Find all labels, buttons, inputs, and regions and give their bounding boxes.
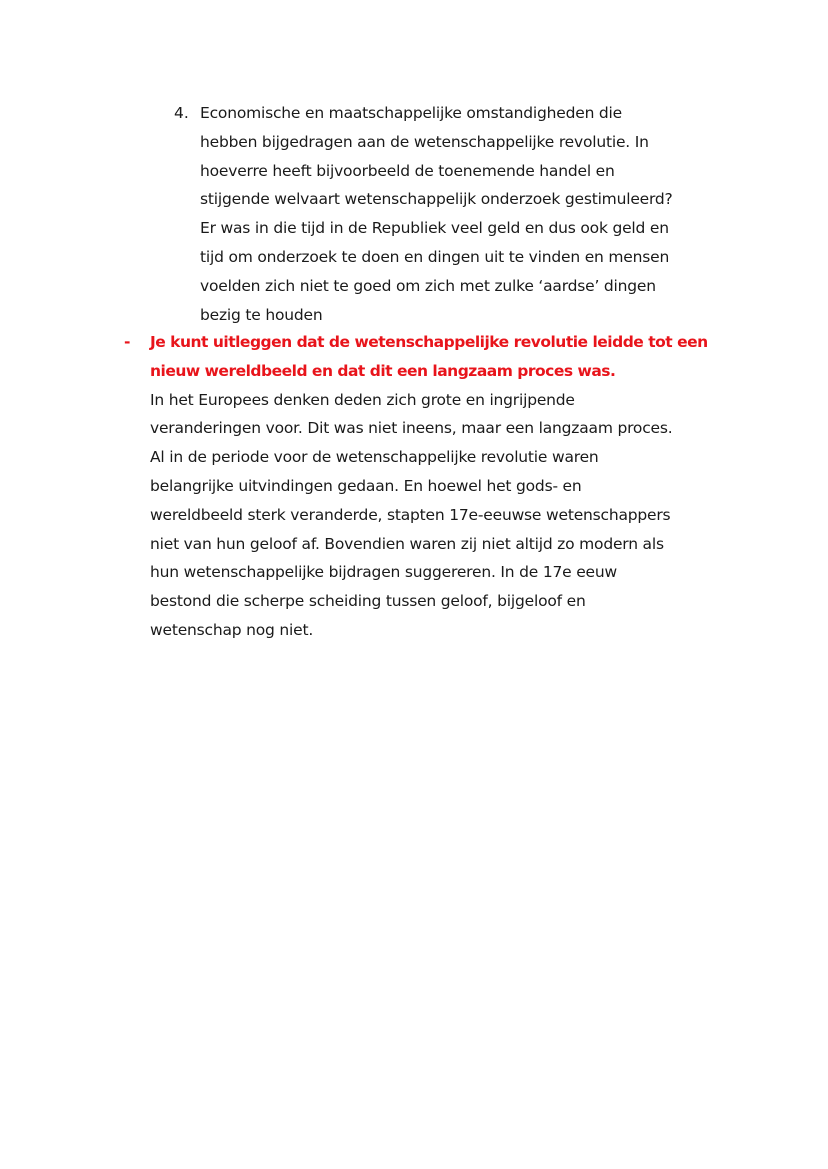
learning-goal-bullet: [124, 328, 734, 645]
bullet-dash: -: [124, 333, 131, 351]
text-line: bezig te houden: [200, 305, 323, 324]
text-line: veranderingen voor. Dit was niet ineens, maar een langzaam proces.: [150, 419, 673, 438]
list-number: 4.: [174, 104, 189, 122]
text-line: hoeverre heeft bijvoorbeeld de toenemende handel en: [200, 161, 615, 180]
numbered-list-item-4: [174, 99, 734, 329]
learning-goal-body: [150, 386, 734, 645]
text-line: stijgende welvaart wetenschappelijk onderzoek gestimuleerd?: [200, 190, 673, 209]
list-item-text: [200, 99, 734, 329]
text-line: voelden zich niet te goed om zich met zulke ‘aardse’ dingen: [200, 276, 656, 295]
text-line: In het Europees denken deden zich grote en ingrijpende: [150, 390, 575, 409]
text-line: wetenschap nog niet.: [150, 620, 314, 639]
text-line: tijd om onderzoek te doen en dingen uit te vinden en mensen: [200, 247, 670, 266]
heading-line: Je kunt uitleggen dat de wetenschappelijke revolutie leidde tot een: [150, 333, 708, 351]
learning-goal-heading: [150, 328, 734, 386]
text-line: hebben bijgedragen aan de wetenschappelijke revolutie. In: [200, 132, 649, 151]
text-line: wereldbeeld sterk veranderde, stapten 17e-eeuwse wetenschappers: [150, 505, 671, 524]
text-line: Economische en maatschappelijke omstandigheden die: [200, 104, 623, 122]
text-line: belangrijke uitvindingen gedaan. En hoewel het gods- en: [150, 476, 582, 495]
text-line: Al in de periode voor de wetenschappelijke revolutie waren: [150, 448, 599, 467]
heading-line: nieuw wereldbeeld en dat dit een langzaam proces was.: [150, 361, 616, 380]
text-line: hun wetenschappelijke bijdragen suggereren. In de 17e eeuw: [150, 563, 617, 582]
text-line: bestond die scherpe scheiding tussen geloof, bijgeloof en: [150, 592, 586, 611]
text-line: Er was in die tijd in de Republiek veel geld en dus ook geld en: [200, 219, 669, 238]
text-line: niet van hun geloof af. Bovendien waren zij niet altijd zo modern als: [150, 534, 664, 553]
